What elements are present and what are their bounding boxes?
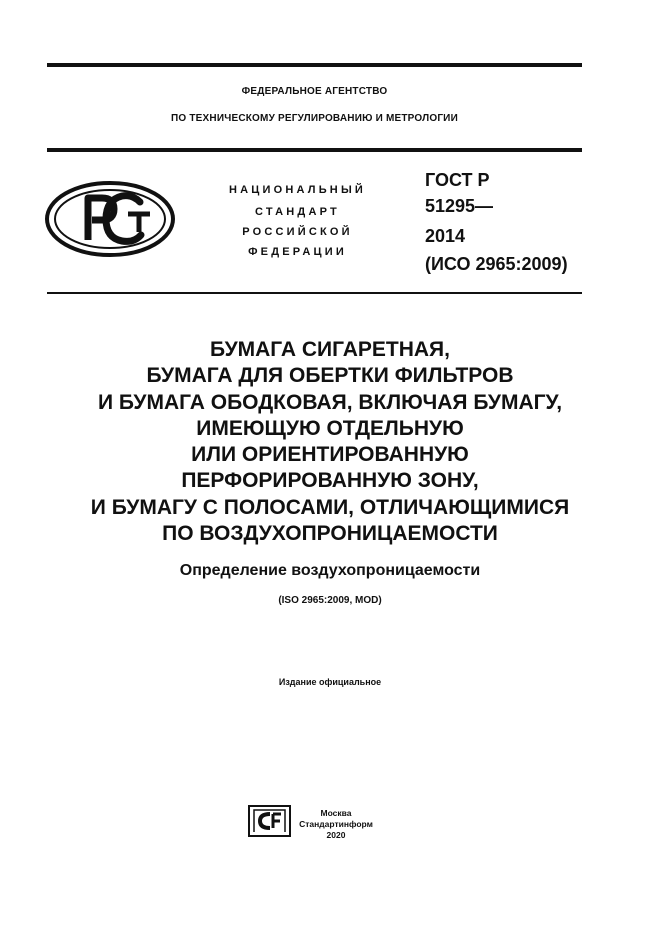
title-line: ИЛИ ОРИЕНТИРОВАННУЮ <box>191 443 469 467</box>
title-line: И БУМАГУ С ПОЛОСАМИ, ОТЛИЧАЮЩИМИСЯ <box>90 495 570 519</box>
header-divider <box>47 148 582 152</box>
title-line: И БУМАГА ОБОДКОВАЯ, ВКЛЮЧАЯ БУМАГУ, <box>97 390 563 414</box>
standard-type-line1: НАЦИОНАЛЬНЫЙ <box>228 184 367 196</box>
designation-line2: 51295— <box>425 196 494 216</box>
standard-type-line3: РОССИЙСКОЙ <box>242 226 353 238</box>
title-line: ПЕРФОРИРОВАННУЮ ЗОНУ, <box>181 469 479 493</box>
document-subtitle: Определение воздухопроницаемости <box>179 562 481 579</box>
iso-reference: (ISO 2965:2009, MOD) <box>278 595 382 606</box>
title-line: БУМАГА ДЛЯ ОБЕРТКИ ФИЛЬТРОВ <box>146 364 514 388</box>
designation-line4: (ИСО 2965:2009) <box>425 254 568 274</box>
title-line: БУМАГА СИГАРЕТНАЯ, <box>210 338 450 361</box>
publisher-name: Стандартинформ <box>299 819 373 829</box>
agency-name-line2: ПО ТЕХНИЧЕСКОМУ РЕГУЛИРОВАНИЮ И МЕТРОЛОГИИ <box>171 113 458 124</box>
publication-year: 2020 <box>326 830 346 840</box>
title-line: ИМЕЮЩУЮ ОТДЕЛЬНУЮ <box>196 416 464 440</box>
title-line: ПО ВОЗДУХОПРОНИЦАЕМОСТИ <box>162 522 498 546</box>
top-divider <box>47 63 582 67</box>
title-divider <box>47 292 582 294</box>
publisher-city: Москва <box>320 808 352 818</box>
designation-line3: 2014 <box>425 226 466 246</box>
designation-line1: ГОСТ Р <box>425 170 490 190</box>
edition-label: Издание официальное <box>278 677 382 687</box>
standartinform-logo-icon <box>248 805 291 837</box>
standard-type-line4: ФЕДЕРАЦИИ <box>248 246 347 258</box>
rst-certification-mark-icon <box>44 180 176 258</box>
agency-name-line1: ФЕДЕРАЛЬНОЕ АГЕНТСТВО <box>241 86 388 97</box>
standard-type-line2: СТАНДАРТ <box>255 206 340 218</box>
document-title <box>40 337 620 547</box>
